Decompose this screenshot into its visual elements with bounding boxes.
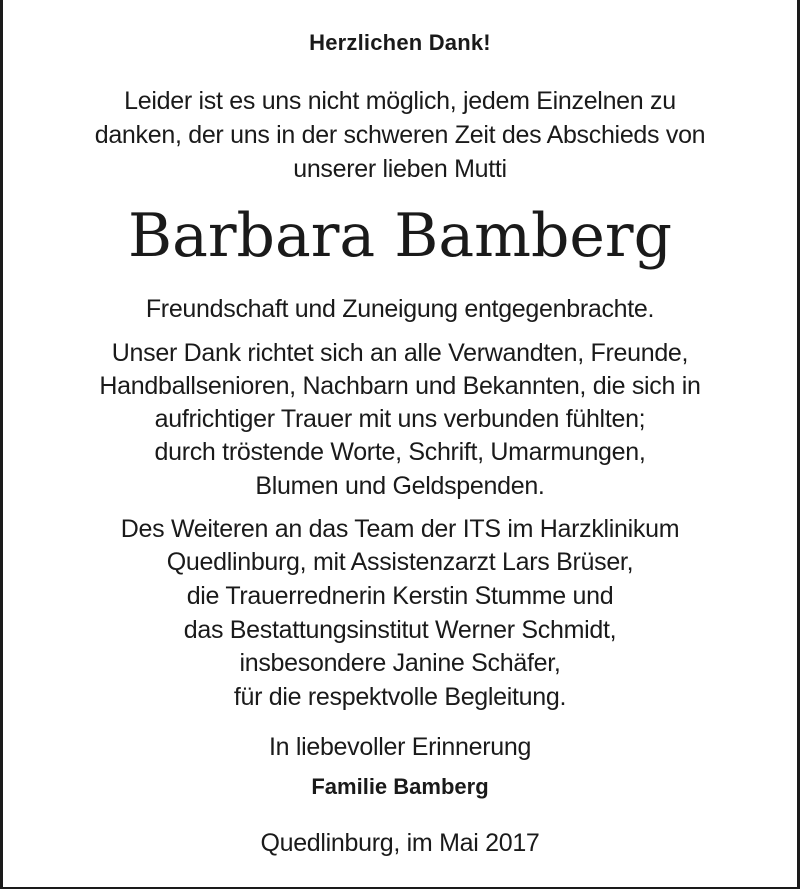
- further-thanks-line: die Trauerrednerin Kerstin Stumme und: [186, 582, 614, 610]
- further-thanks-line: Des Weiteren an das Team der ITS im Harzklinikum: [120, 515, 680, 543]
- further-thanks-line: Quedlinburg, mit Assistenzarzt Lars Brüser,: [166, 548, 634, 576]
- thanks-line: Unser Dank richtet sich an alle Verwandten, Freunde,: [111, 339, 689, 367]
- further-thanks-line: insbesondere Janine Schäfer,: [239, 649, 561, 677]
- further-thanks-line: für die respektvolle Begleitung.: [233, 683, 567, 711]
- thanks-line: Handballsenioren, Nachbarn und Bekannten, die sich in: [99, 372, 701, 400]
- intro-line: Leider ist es uns nicht möglich, jedem Einzelnen zu: [124, 87, 676, 115]
- thanks-line: Freundschaft und Zuneigung entgegenbrachte.: [145, 295, 655, 323]
- place-and-date: Quedlinburg, im Mai 2017: [260, 829, 540, 857]
- thanks-line: durch tröstende Worte, Schrift, Umarmungen,: [154, 438, 646, 466]
- further-thanks-line: das Bestattungsinstitut Werner Schmidt,: [183, 616, 617, 644]
- family-signature: Familie Bamberg: [311, 774, 489, 799]
- notice-heading: Herzlichen Dank!: [309, 30, 491, 55]
- thanks-line: aufrichtiger Trauer mit uns verbunden fühlten;: [154, 405, 646, 433]
- closing-phrase: In liebevoller Erinnerung: [268, 733, 532, 761]
- deceased-name: Barbara Bamberg: [127, 201, 672, 271]
- thanks-line: Blumen und Geldspenden.: [255, 472, 545, 500]
- intro-line: unserer lieben Mutti: [293, 155, 507, 183]
- intro-line: danken, der uns in der schweren Zeit des Abschieds von: [94, 121, 706, 149]
